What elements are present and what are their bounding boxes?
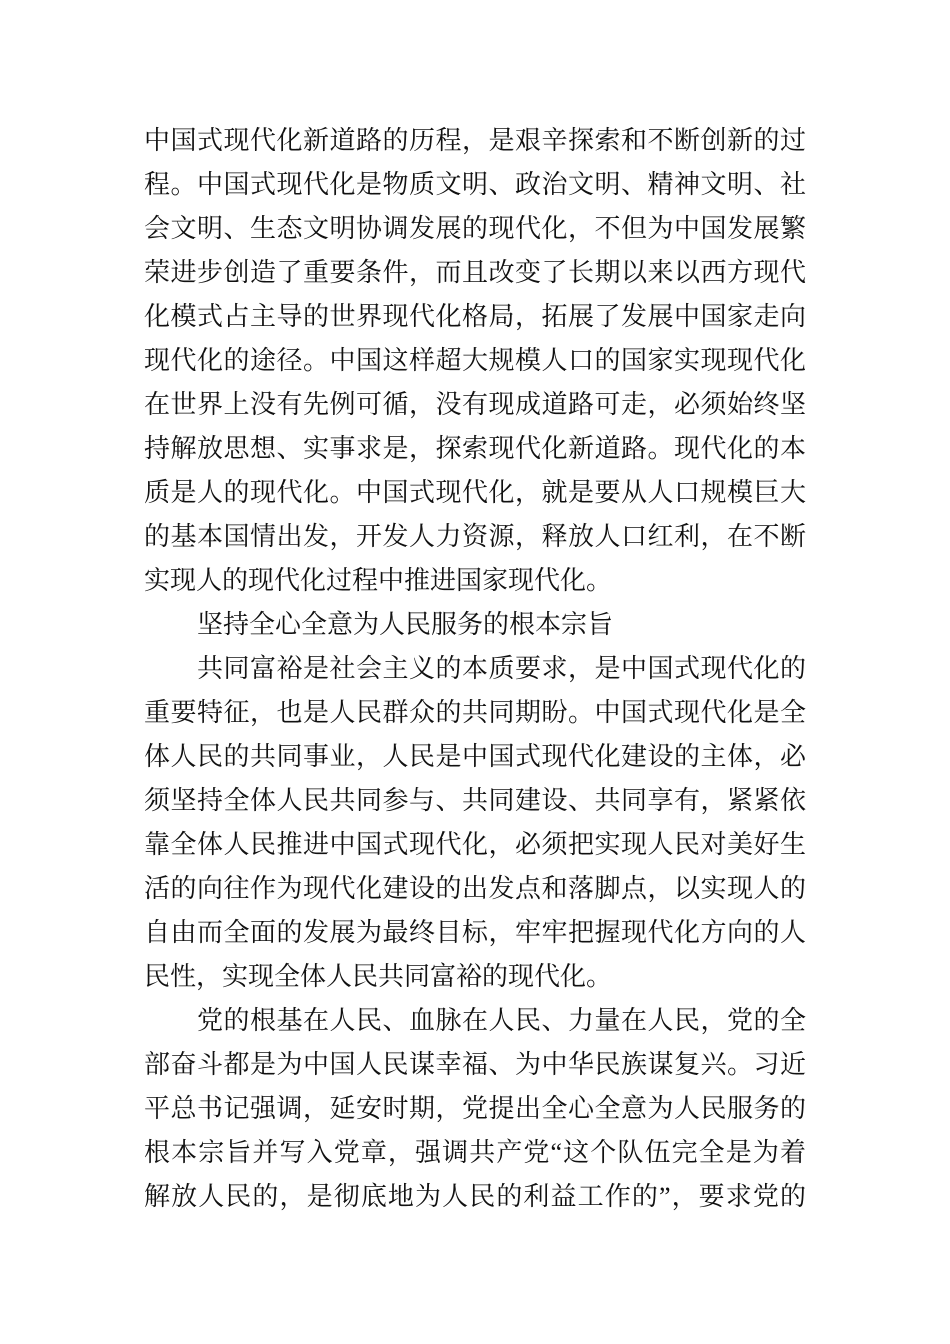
- text-line: 现代化的途径。中国这样超大规模人口的国家实现现代化: [144, 346, 806, 375]
- text-line: 自由而全面的发展为最终目标，牢牢把握现代化方向的人: [144, 918, 806, 947]
- text-line: 中国式现代化新道路的历程，是艰辛探索和不断创新的过: [144, 126, 806, 155]
- text-line: 平总书记强调，延安时期，党提出全心全意为人民服务的: [144, 1094, 806, 1123]
- text-line: 在世界上没有先例可循，没有现成道路可走，必须始终坚: [144, 390, 806, 419]
- text-line: 活的向往作为现代化建设的出发点和落脚点，以实现人的: [144, 874, 806, 903]
- text-line: 实现人的现代化过程中推进国家现代化。: [144, 566, 613, 595]
- text-line: 共同富裕是社会主义的本质要求，是中国式现代化的: [197, 654, 806, 683]
- text-line: 根本宗旨并写入党章，强调共产党“这个队伍完全是为着: [144, 1138, 806, 1167]
- text-line: 程。中国式现代化是物质文明、政治文明、精神文明、社: [144, 170, 806, 199]
- text-line: 重要特征，也是人民群众的共同期盼。中国式现代化是全: [144, 698, 806, 727]
- text-line: 质是人的现代化。中国式现代化，就是要从人口规模巨大: [144, 478, 806, 507]
- document-body: [144, 119, 806, 1219]
- text-line: 民性，实现全体人民共同富裕的现代化。: [144, 962, 613, 991]
- text-line: 化模式占主导的世界现代化格局，拓展了发展中国家走向: [144, 302, 806, 331]
- text-line: 须坚持全体人民共同参与、共同建设、共同享有，紧紧依: [144, 786, 806, 815]
- text-line: 持解放思想、实事求是，探索现代化新道路。现代化的本: [144, 434, 806, 463]
- section-heading: 坚持全心全意为人民服务的根本宗旨: [197, 610, 614, 639]
- text-line: 靠全体人民推进中国式现代化，必须把实现人民对美好生: [144, 830, 806, 859]
- text-line: 体人民的共同事业，人民是中国式现代化建设的主体，必: [144, 742, 806, 771]
- text-line: 部奋斗都是为中国人民谋幸福、为中华民族谋复兴。习近: [144, 1050, 806, 1079]
- text-line: 党的根基在人民、血脉在人民、力量在人民，党的全: [197, 1006, 806, 1035]
- text-line: 解放人民的，是彻底地为人民的利益工作的”，要求党的: [144, 1182, 806, 1211]
- text-line: 荣进步创造了重要条件，而且改变了长期以来以西方现代: [144, 258, 806, 287]
- text-line: 的基本国情出发，开发人力资源，释放人口红利，在不断: [144, 522, 806, 551]
- text-line: 会文明、生态文明协调发展的现代化，不但为中国发展繁: [144, 214, 806, 243]
